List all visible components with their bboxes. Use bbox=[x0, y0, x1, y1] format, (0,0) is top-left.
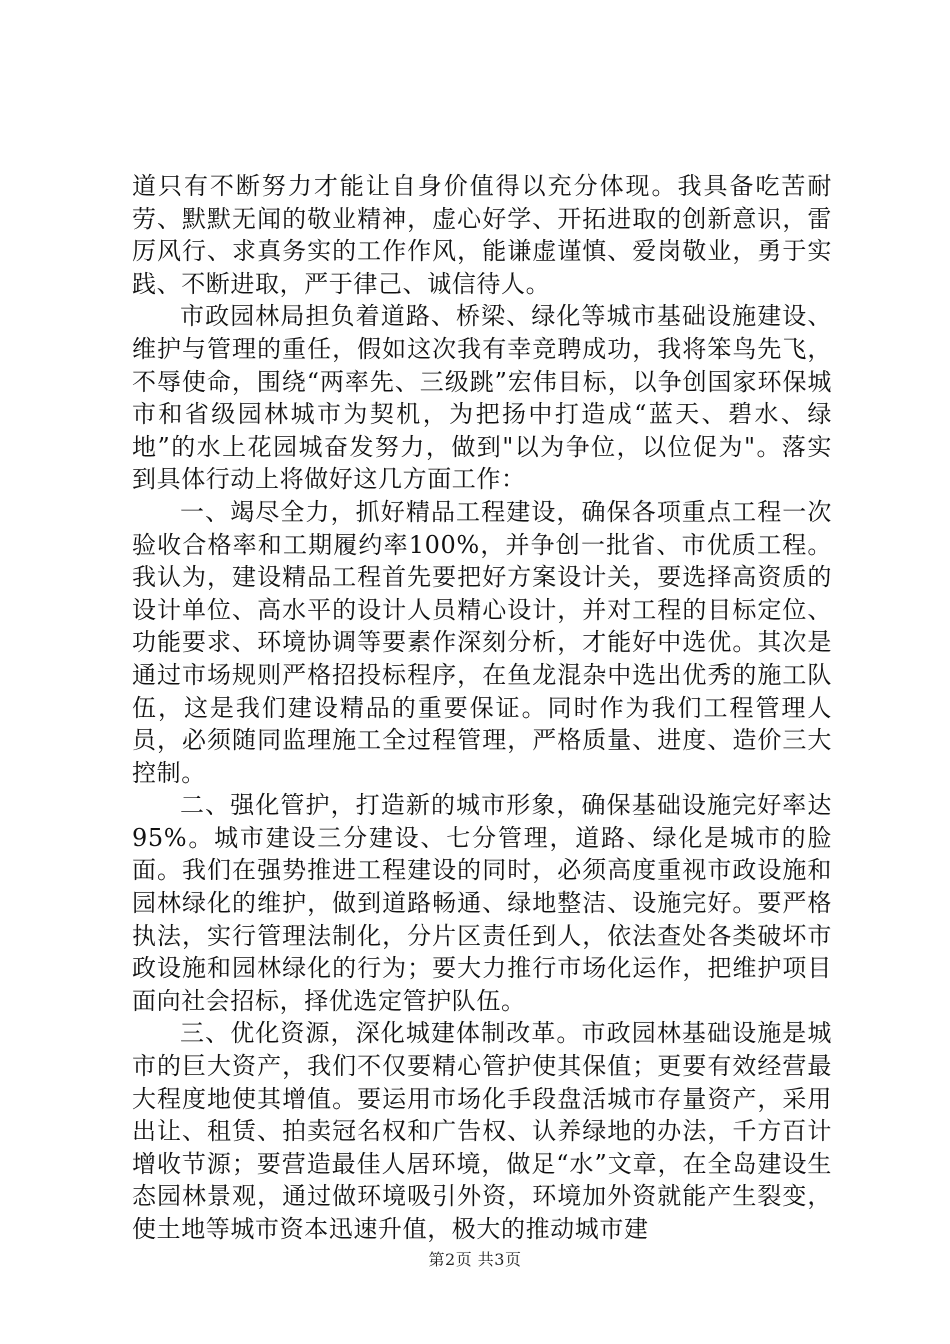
paragraph-point-two: 二、强化管护，打造新的城市形象，确保基础设施完好率达95%。城市建设三分建设、七分管理，道路、绿化是城市的脸面。我们在强势推进工程建设的同时，必须高度重视市政设施和园林绿化的维护，做到道路畅通、绿地整洁、设施完好。要严格执法，实行管理法制化，分片区责任到人，依法查处各类破坏市政设施和园林绿化的行为；要大力推行市场化运作，把维护项目面向社会招标，择优选定管护队伍。 bbox=[132, 791, 832, 1015]
paragraph-point-three: 三、优化资源，深化城建体制改革。市政园林基础设施是城市的巨大资产，我们不仅要精心管护使其保值；更要有效经营最大程度地使其增值。要运用市场化手段盘活城市存量资产，采用出让、租赁、拍卖冠名权和广告权、认养绿地的办法，千方百计增收节源；要营造最佳人居环境，做足“水”文章，在全岛建设生态园林景观，通过做环境吸引外资，环境加外资就能产生裂变，使土地等城市资本迅速升值，极大的推动城市建 bbox=[132, 1019, 832, 1243]
paragraph-continuation: 道只有不断努力才能让自身价值得以充分体现。我具备吃苦耐劳、默默无闻的敬业精神，虚心好学、开拓进取的创新意识，雷厉风行、求真务实的工作作风，能谦虚谨慎、爱岗敬业，勇于实践、不断进取，严于律己、诚信待人。 bbox=[132, 172, 832, 298]
page-number-footer: 第2页 共3页 bbox=[428, 1250, 522, 1269]
paragraph-point-one: 一、竭尽全力，抓好精品工程建设，确保各项重点工程一次验收合格率和工期履约率100%，并争创一批省、市优质工程。我认为，建设精品工程首先要把好方案设计关，要选择高资质的设计单位、高水平的设计人员精心设计，并对工程的目标定位、功能要求、环境协调等要素作深刻分析，才能好中选优。其次是通过市场规则严格招投标程序，在鱼龙混杂中选出优秀的施工队伍，这是我们建设精品的重要保证。同时作为我们工程管理人员，必须随同监理施工全过程管理，严格质量、进度、造价三大控制。 bbox=[132, 497, 832, 787]
document-body bbox=[132, 170, 832, 1246]
paragraph-responsibility: 市政园林局担负着道路、桥梁、绿化等城市基础设施建设、维护与管理的重任，假如这次我有幸竞聘成功，我将笨鸟先飞，不辱使命，围绕“两率先、三级跳”宏伟目标，以争创国家环保城市和省级园林城市为契机，为把扬中打造成“蓝天、碧水、绿地”的水上花园城奋发努力，做到"以为争位，以位促为"。落实到具体行动上将做好这几方面工作： bbox=[132, 302, 832, 494]
